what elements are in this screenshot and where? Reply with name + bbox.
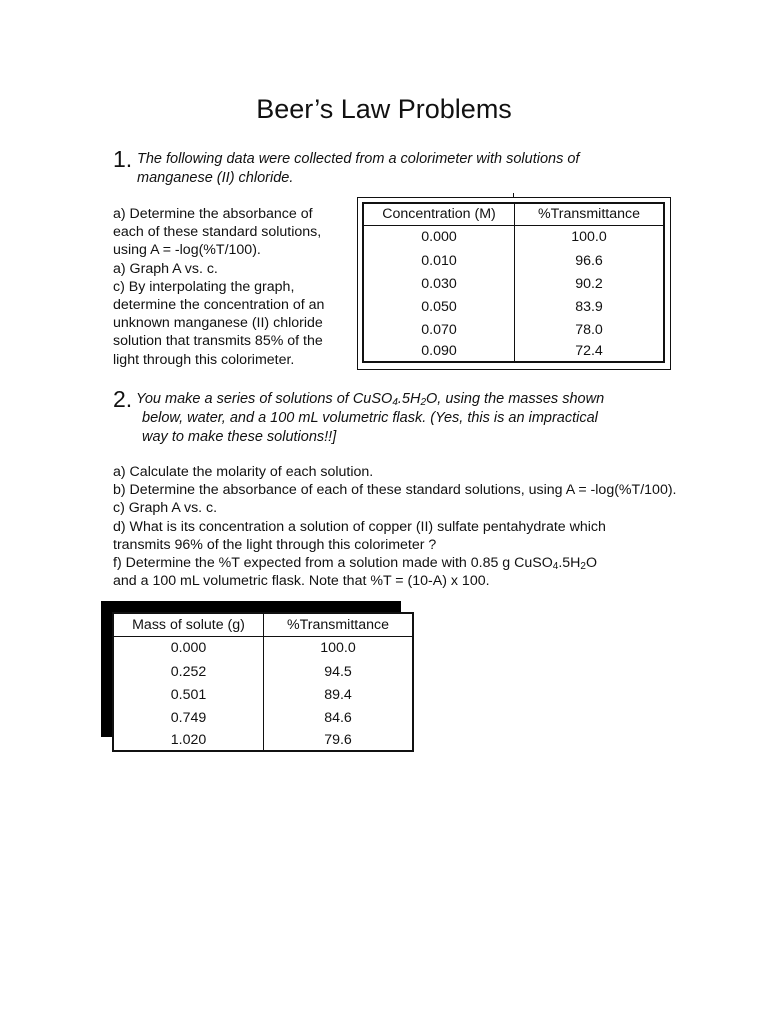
question-line: solution that transmits 85% of the [113,333,323,350]
table-row [113,636,413,660]
table-row [363,249,664,272]
transmittance-cell: 96.6 [575,252,603,269]
concentration-cell: 0.090 [363,341,515,362]
question-line: c) Graph A vs. c. [113,500,218,517]
problem-2-intro-line-3: way to make these solutions!!] [142,429,337,445]
mass-cell: 0.000 [113,636,264,660]
table-row [113,729,413,751]
transmittance-cell: 83.9 [575,298,603,315]
question-line: a) Calculate the molarity of each solution. [113,464,374,480]
mass-cell: 1.020 [113,729,264,751]
problem-2-questions [113,463,677,590]
column-header-concentration: Concentration (M) [363,203,515,225]
mass-transmittance-table [112,612,414,752]
page-title: Beer’s Law Problems [256,94,512,124]
problem-2-number: 2. [113,386,133,412]
concentration-transmittance-table [362,202,665,363]
question-line: b) Determine the absorbance of each of these standard solutions, using A = -log(%T/100). [113,482,677,499]
question-line: a) Determine the absorbance of [113,206,313,222]
table-row [363,295,664,318]
problem-1-number: 1. [113,146,133,172]
concentration-cell: 0.010 [363,249,515,272]
concentration-cell: 0.050 [363,295,515,318]
concentration-cell: 0.070 [363,318,515,341]
question-line: d) What is its concentration a solution of copper (II) sulfate pentahydrate which [113,518,606,535]
table-row [113,660,413,683]
problem-2-intro-line-2: below, water, and a 100 mL volumetric flask. (Yes, this is an impractical [142,410,598,426]
table-row [363,272,664,295]
problem-1-intro-line-1: The following data were collected from a colorimeter with solutions of [137,151,580,167]
table-row [363,225,664,249]
problem-1-questions [113,205,324,369]
transmittance-cell: 72.4 [575,343,603,359]
mass-cell: 0.749 [113,706,264,729]
table-row [363,341,664,362]
transmittance-cell: 90.2 [575,275,603,292]
question-line: determine the concentration of an [113,297,325,314]
mass-cell: 0.252 [113,660,264,683]
question-line: each of these standard solutions, [113,224,322,241]
table-header-row [363,203,664,225]
transmittance-cell: 94.5 [324,663,352,680]
problem-2-intro-line-1: You make a series of solutions of $CuSO_4.5H_2O$, using the masses shown [136,391,605,408]
column-header-transmittance: %Transmittance [515,203,665,225]
question-line: using A = -log(%T/100). [113,242,261,259]
question-line: c) By interpolating the graph, [113,278,295,295]
question-line: f) Determine the %T expected from a solution made with 0.85 g $CuSO_4.5H_2O$ [113,555,598,573]
mass-cell: 0.501 [113,683,264,706]
problem-1-intro-line-2: manganese (II) chloride. [137,170,294,186]
column-header-mass: Mass of solute (g) [113,613,264,636]
transmittance-cell: 78.0 [575,321,603,338]
concentration-cell: 0.030 [363,272,515,295]
transmittance-cell: 84.6 [324,709,352,726]
transmittance-cell: 79.6 [324,731,352,748]
table-row [363,318,664,341]
table-1-tick [513,193,514,198]
table-row [113,683,413,706]
question-line: a) Graph A vs. c. [113,260,218,277]
question-line: light through this colorimeter. [113,351,295,368]
transmittance-cell: 100.0 [320,640,356,657]
table-row [113,706,413,729]
transmittance-cell: 100.0 [571,229,607,246]
concentration-cell: 0.000 [363,225,515,249]
transmittance-cell: 89.4 [324,686,352,703]
column-header-transmittance: %Transmittance [264,613,414,636]
question-line: unknown manganese (II) chloride [113,315,323,332]
table-header-row [113,613,413,636]
question-line: transmits 96% of the light through this colorimeter ? [113,536,437,553]
question-line: and a 100 mL volumetric flask. Note that %T = (10-A) x 100. [113,573,490,590]
